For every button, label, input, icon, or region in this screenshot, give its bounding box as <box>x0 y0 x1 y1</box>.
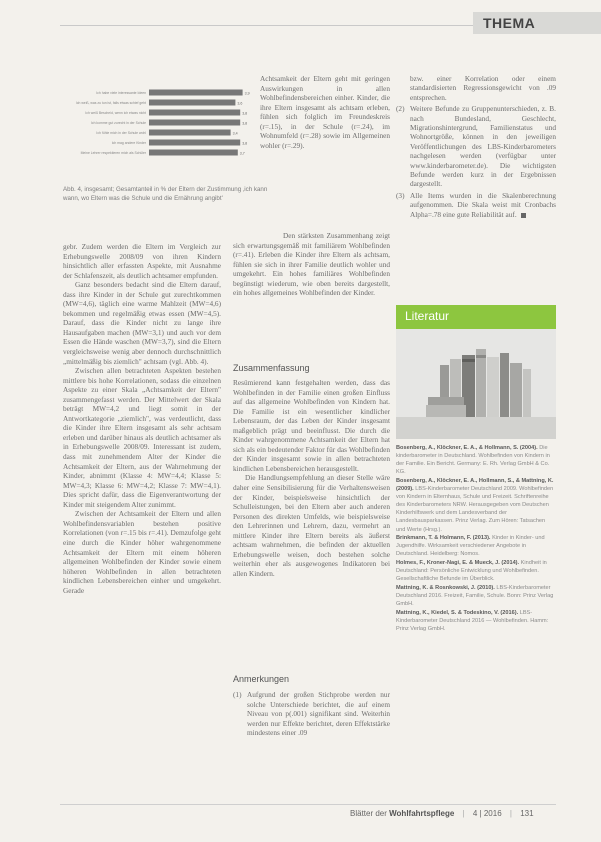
note-item <box>396 104 556 189</box>
literature-entry <box>396 609 556 633</box>
paragraph: Ganz besonders bedacht sind die Eltern darauf, dass ihre Kinder in der Schule gut zurechtkommen (MW=4,6), täglich eine warme Mahlzeit (MW=4,6) bekommen und regelmäßig etwas essen (MW=4,5). Darauf, dass die Kinder nicht zu lange ihre Hausaufgaben machen (MW=3,1) und auch vor dem Essen die Hände waschen (MW=3,7), sind die Eltern vergleichsweise wenig aber dennoch durchschnittlich „mittelmäßig bis ziemlich" achtsam (vgl. Abb. 4). <box>63 280 221 366</box>
literature-entry <box>396 444 556 476</box>
column-left <box>63 242 221 595</box>
note-number: (3) <box>396 190 405 200</box>
figure-value-label: 3,4 <box>232 131 238 136</box>
figure-bar <box>149 100 235 106</box>
note-item <box>396 191 556 219</box>
page-footer <box>350 809 534 818</box>
figure-value-label: 3,8 <box>242 121 248 126</box>
column-right <box>396 74 556 221</box>
figure-bar <box>149 110 240 116</box>
note-text: Weitere Befunde zu Gruppenunterschieden, z. B. nach Bundesland, Geschlecht, Migrationshintergrund, Familienstatus und Wohnortgröße, können in den jeweiligen Veröffentlichungen des LBS-Kinderbarometers nachgelesen werden (verfügbar unter www.kinderbarometer.de). Die wichtigsten Befunde werden kurz in der Ergebnissen dargestellt. <box>410 104 556 189</box>
figure-value-label: 3,8 <box>242 111 248 116</box>
note-number <box>396 74 410 102</box>
figure-bar <box>149 150 238 156</box>
footer-separator: | <box>462 809 465 818</box>
note-text-body: Alle Items wurden in die Skalenberechnung aufgenommen. Die Skala weist mit Cronbachs Alpha=.78 eine gute Reliabilität auf. <box>410 190 556 219</box>
issue-number: 4 | 2016 <box>472 809 502 818</box>
figure-value-label: 3,9 <box>244 91 250 96</box>
literature-details: Die kinderbarometer in Deutschland. Wohlbefinden von Kindern in der Familie. Ein Bericht. Germany: E. Rh. Verlag GmbH & Co. KG. <box>396 445 550 476</box>
figure-row-label: Ich komme gut zurecht in der Schule <box>90 121 146 125</box>
literature-authors: Bosenberg, A., Klöckner, E. A., Hollmann, S., & Mattning, K. (2009). <box>396 477 554 493</box>
figure-value-label: 3,7 <box>239 151 245 156</box>
note-text: Aufgrund der großen Stichprobe werden nur solche Unterschiede berichtet, die auf einem Niveau von p(.001) signifikant sind. Weiterhin werden nur Effekte berichtet, deren Effektstärke mindestens einer .09 <box>247 690 390 738</box>
figure-row-label: Ich weiß Bescheid, wenn ich etwas nicht <box>85 111 146 115</box>
bar-figure-svg <box>63 84 259 160</box>
literature-entry <box>396 477 556 534</box>
note-text: bzw. einer Korrelation oder einem standardisierten Regressionsgewicht von .09 entsprechen. <box>410 74 556 102</box>
summary-heading: Zusammenfassung <box>233 363 310 373</box>
column-middle-top <box>260 74 390 150</box>
literature-details: LBS-Kinderbarometer Deutschland 2016 — Wohlbefinden. Hamm: Prinz Verlag GmbH. <box>396 609 549 633</box>
literature-details: Kindheit in Deutschland: Persönliche Entwicklung und Wohlbefinden. Gesellschaftliche Befunde im Überblick. <box>396 560 547 583</box>
figure-row-label: Ich fühle mich in der Schule wohl <box>96 131 146 135</box>
figure-bar <box>149 120 240 126</box>
end-of-article-icon <box>521 213 526 218</box>
literature-details: LBS-Kinderbarometer Deutschland 2009. Wohlbefinden von Kindern in Elternhaus, Schule und Freizeit. Schriftenreihe des Kinderbarometers NRW. Herausgegeben vom Deutschen Kinderhilfswerk und dem Landesverband der Landesbausparkassen. Prinz Verlag. Zum Hören: Tatsachen und Werte (Hrsg.). <box>396 486 554 533</box>
note-text <box>410 191 556 219</box>
literature-authors: Mattning, K. & Rosnkowski, J. (2010). <box>396 584 495 591</box>
footer-separator: | <box>509 809 512 818</box>
paragraph: Resümierend kann festgehalten werden, dass das Wohlbefinden in der Familie einen großen Einfluss auf das allgemeine Wohlbefinden von Kindern hat. Die Familie ist ein wesentlicher kindlicher Lebensraum, der das Leben der Kinder insgesamt maßgeblich prägt und beeinflusst. Die durch die Kinder wahrgenommene Achtsamkeit der Eltern hat sich als ein bedeutender Faktor für das Wohlbefinden der Kinder insgesamt sowie in allen betrachteten kindlichen Lebensbereichen herausgestellt. <box>233 378 390 473</box>
books-icon <box>396 329 556 439</box>
page-number: 131 <box>520 809 534 818</box>
literature-details: LBS-Kinderbarometer Deutschland 2016. Freizeit, Familie, Schule. Bonn: Prinz Verlag GmbH. <box>396 584 554 608</box>
journal-name: Wohlfahrtspflege <box>389 809 455 818</box>
paragraph: Zwischen allen betrachteten Aspekten bestehen mittlere bis hohe Korrelationen, sodass die einzelnen Aspekte zu einer Skala „Achtsamkeit der Eltern" zusammengefasst werden. Der Mittelwert der Skala beträgt MW=4,2 und liegt somit in der Antwortkategorie „ziemlich", was verdeutlicht, dass die Kinder ihre Eltern insgesamt als sehr achtsam erleben und darüber hinaus als deutlich achtsamer als in Erhebungswelle 2008/09. Interessant ist zudem, dass mit zunehmendem Alter der Kinder die Achtsamkeit der Eltern, aus der Wahrnehmung der Kinder, abnimmt (Klasse 4: MW=4,4; Klasse 5: MW=4,3; Klasse 6: MW=4,2; Klasse 7: MW=4,1). Dies spricht dafür, dass die Eigenverantwortung der Kinder mit steigendem Alter zunimmt. <box>63 366 221 509</box>
figure-bar <box>149 140 240 146</box>
figure-row-label: Meine Lehrer respektieren mich als Schüler <box>80 151 146 155</box>
literature-authors: Holmes, F., Kroner-Nagi, E. & Mueck, J. (2014). <box>396 560 520 567</box>
summary-text <box>233 378 390 578</box>
literature-authors: Brinkmann, T. & Holmann, F. (2013). <box>396 535 491 542</box>
figure-value-label: 3,6 <box>237 101 243 106</box>
note-item <box>396 74 556 102</box>
literature-authors: Bosenberg, A., Klöckner, E. A., & Hollmann, S. (2004). <box>396 445 538 451</box>
header-rule <box>60 25 530 26</box>
literature-details: Kinder in Kinder- und Jugendhilfe. Wirksamkeit verschiedener Angebote in Deutschland. Heidelberg: Nomos. <box>396 535 545 558</box>
note-number: (1) <box>233 690 242 699</box>
figure-row-label: Ich mag andere Kinder <box>111 141 146 145</box>
bar-figure <box>63 84 259 160</box>
journal-prefix: Blätter der <box>350 809 387 818</box>
paragraph: Die Handlungsempfehlung an dieser Stelle wäre daher eine Sensibilisierung für die Verhaltensweisen der Kinder, beispielsweise hinsichtlich der Schulleistungen, bei den Eltern aber auch anderen Personen des direkten Umfelds, wie beispielsweise den Lehrerinnen und Lehrern, dazu, vermehrt an mittlere Kinder ihre Eltern bereits als äußerst achtsam wahrnehmen, die befinden der aktuellen Erhebungswelle weisen, doch bestehen solche weiterhin eher als ausgewogenes Indikatoren bei allen Kindern. <box>233 473 390 578</box>
figure-value-label: 3,8 <box>242 141 248 146</box>
column-middle-mid <box>233 231 390 298</box>
footer-rule <box>60 804 556 805</box>
figure-bar <box>149 90 243 96</box>
literature-entry <box>396 559 556 583</box>
literature-entry <box>396 584 556 608</box>
literature-entry <box>396 534 556 558</box>
bookshelf-illustration <box>396 329 556 439</box>
paragraph: gebr. Zudem werden die Eltern im Vergleich zur Erhebungswelle 2008/09 von ihren Kindern hinsichtlich aller erfassten Aspekte, mit Ausnahme der Schlafenszeit, als deutlich achtsamer empfunden. <box>63 242 221 280</box>
figure-bar <box>149 130 231 136</box>
section-title: THEMA <box>483 15 536 31</box>
figure-caption: Abb. 4, insgesamt; Gesamtanteil in % der Eltern der Zustimmung ‚ich kann wann, wo Eltern was die Schule und die Ernährung angibt' <box>63 186 268 202</box>
note-number: (2) <box>396 104 405 114</box>
note-item <box>233 690 390 738</box>
literature-authors: Mattning, K., Kiedel, S. & Todeskino, V. (2016). <box>396 609 519 616</box>
paragraph: Zwischen der Achtsamkeit der Eltern und allen Wohlbefindensvariablen bestehen positive Korrelationen (von r=.15 bis r=.41). Demzufolge geht eine durch die Kinder höher wahrgenommene Achtsamkeit der Eltern mit einem höheren allgemeinen Wohlbefinden der Kinder sowie einem höheren Wohlbefinden in allen betrachteten kindlichen Lebensbereichen einher und umgekehrt. Gerade <box>63 509 221 595</box>
notes-list <box>233 690 390 740</box>
paragraph: Achtsamkeit der Eltern geht mit geringen Auswirkungen in allen Wohlbefindensbereichen einher. Kinder, die ihre Eltern insgesamt als achtsam erleben, fühlen sich folglich im Freundeskreis (r=.15), in der Schule (r=.24), im Wohnumfeld (r=.28) sowie im Allgemeinen wohler (r=.29). <box>260 74 390 150</box>
figure-row-label: Ich weiß, was zu tun ist, falls etwas schief geht <box>75 101 146 105</box>
paragraph: Den stärksten Zusammenhang zeigt sich erwartungsgemäß mit familiärem Wohlbefinden (r=.41). Erleben die Kinder ihre Eltern als achtsam, fühlen sie sich in ihrer Familie deutlich wohler und umgekehrt. Ein hohes familiäres Wohlbefinden begünstigt wiederum, wie oben bereits dargestellt, ein hohes allgemeines Wohlbefinden der Kinder. <box>233 231 390 298</box>
notes-heading: Anmerkungen <box>233 674 290 684</box>
figure-row-label: Ich habe viele interessante Ideen <box>96 91 146 95</box>
literature-title: Literatur <box>405 309 450 323</box>
literature-list <box>396 444 556 634</box>
